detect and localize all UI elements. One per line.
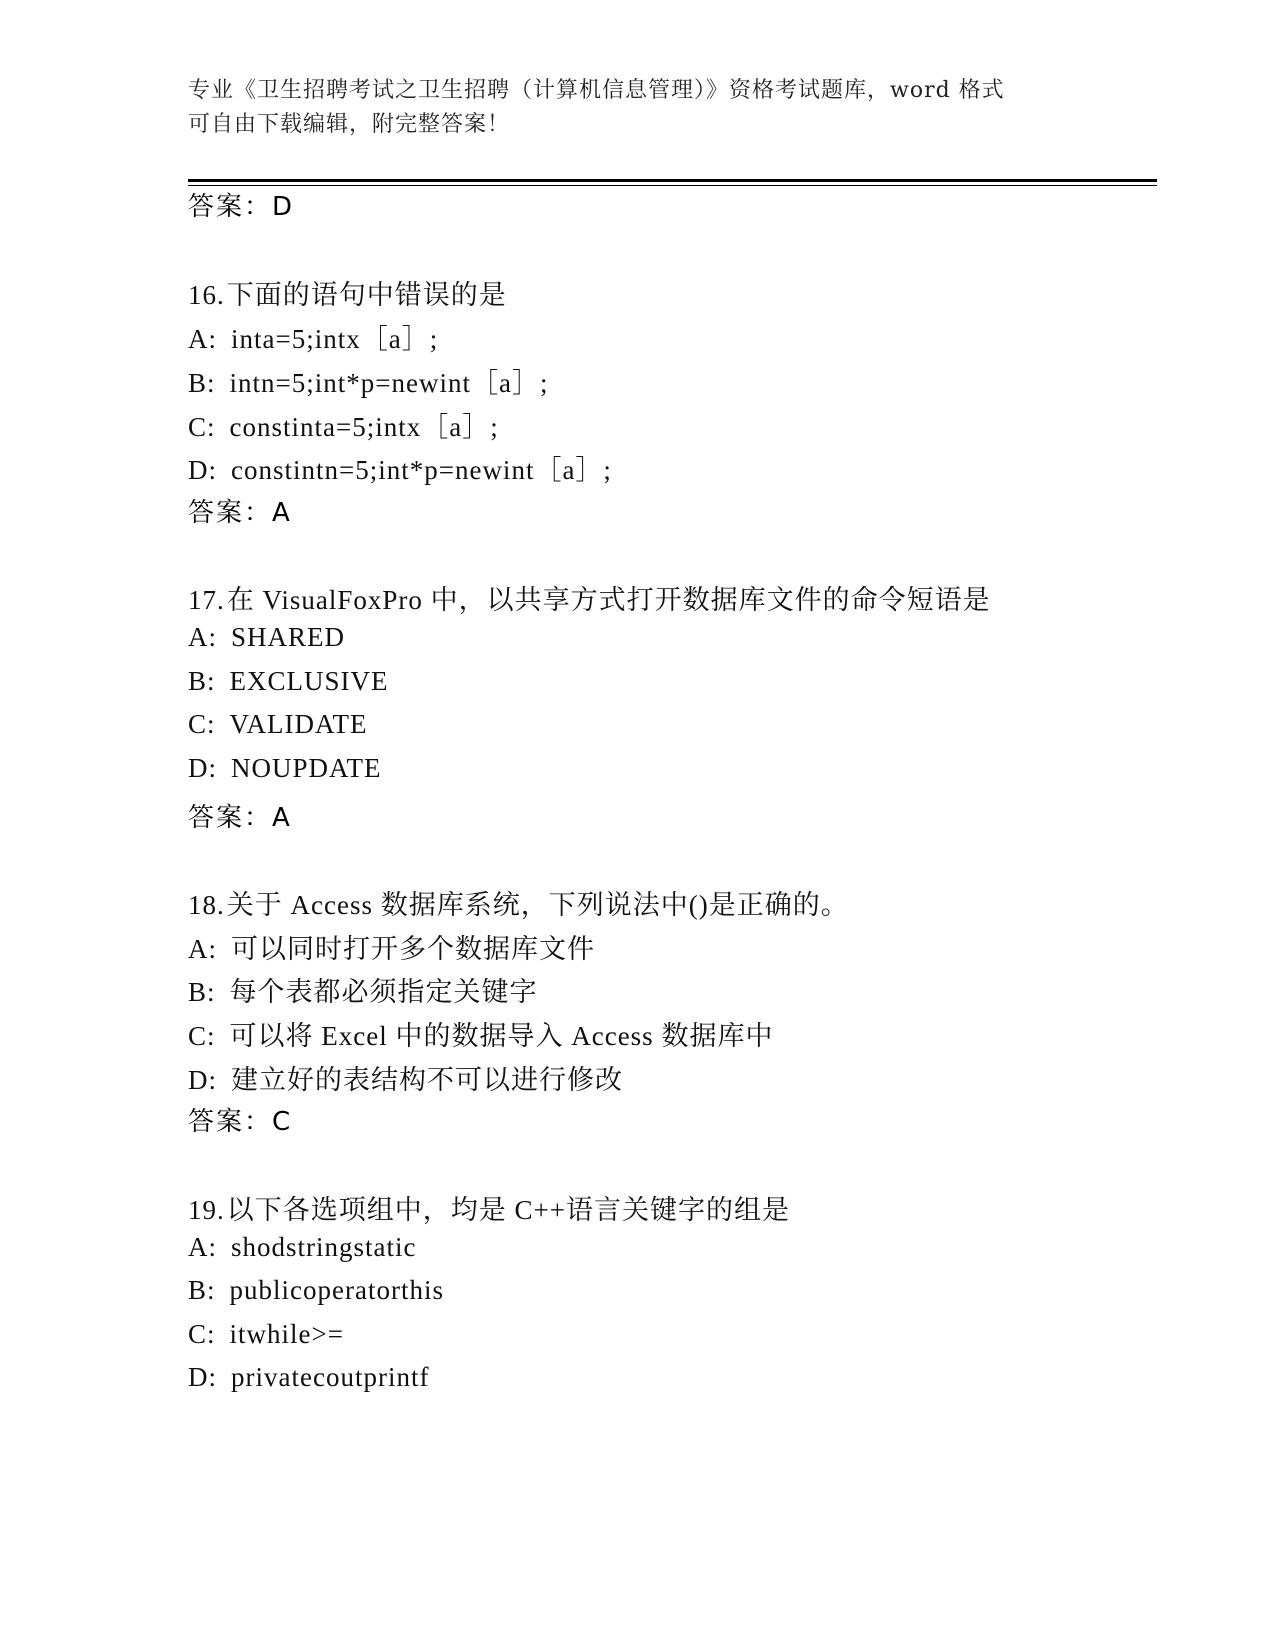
option-text: shodstringstatic	[231, 1232, 417, 1262]
option-text: NOUPDATE	[231, 753, 382, 783]
option-a	[188, 622, 345, 653]
option-letter: B:	[188, 666, 216, 696]
option-text: publicoperatorthis	[229, 1275, 444, 1305]
option-letter: A:	[188, 934, 217, 964]
option-letter: B:	[188, 1275, 216, 1305]
option-c	[188, 1014, 773, 1053]
question-number: 16.	[188, 280, 225, 310]
option-d	[188, 1362, 429, 1393]
question-number: 18.	[188, 890, 225, 920]
option-letter: A:	[188, 622, 217, 652]
option-letter: B:	[188, 368, 216, 398]
option-text: constinta=5;intx［a］;	[229, 412, 499, 442]
option-text: intn=5;int*p=newint［a］;	[229, 368, 549, 398]
option-letter: B:	[188, 977, 216, 1007]
option-letter: A:	[188, 1232, 217, 1262]
option-text: privatecoutprintf	[231, 1362, 430, 1392]
answer-line: 答案：D	[188, 192, 295, 222]
question-19	[188, 1188, 790, 1227]
header-rule-thin	[188, 185, 1157, 186]
question-number: 17.	[188, 585, 225, 615]
answer-line: 答案：A	[188, 498, 292, 528]
option-text: constintn=5;int*p=newint［a］;	[231, 455, 612, 485]
option-c	[188, 1319, 344, 1350]
option-letter: D:	[188, 753, 217, 783]
option-d	[188, 1058, 623, 1097]
option-letter: C:	[188, 412, 216, 442]
header-rule-thick	[188, 179, 1157, 182]
option-c	[188, 405, 499, 444]
header-line-2: 可自由下载编辑，附完整答案！	[188, 112, 511, 137]
option-letter: D:	[188, 1362, 217, 1392]
answer-line: 答案：C	[188, 1107, 293, 1137]
question-number: 19.	[188, 1195, 225, 1225]
option-b	[188, 970, 538, 1009]
option-text: inta=5;intx［a］;	[231, 324, 439, 354]
option-letter: D:	[188, 455, 217, 485]
option-a	[188, 927, 595, 966]
option-b	[188, 666, 389, 697]
option-d	[188, 448, 612, 487]
question-16	[188, 273, 507, 312]
option-d	[188, 753, 382, 784]
option-text: 每个表都必须指定关键字	[229, 977, 538, 1007]
question-17	[188, 578, 991, 617]
question-18	[188, 883, 849, 922]
question-text: 在 VisualFoxPro 中，以共享方式打开数据库文件的命令短语是	[226, 585, 991, 615]
option-a	[188, 317, 438, 356]
option-text: SHARED	[231, 622, 346, 652]
option-text: EXCLUSIVE	[229, 666, 389, 696]
question-text: 下面的语句中错误的是	[226, 280, 507, 310]
option-letter: C:	[188, 1319, 216, 1349]
option-letter: C:	[188, 709, 216, 739]
option-letter: D:	[188, 1065, 217, 1095]
option-letter: A:	[188, 324, 217, 354]
option-letter: C:	[188, 1021, 216, 1051]
option-text: 可以将 Excel 中的数据导入 Access 数据库中	[229, 1021, 774, 1051]
document-header	[188, 74, 1088, 142]
question-text: 以下各选项组中，均是 C++语言关键字的组是	[226, 1195, 790, 1225]
option-b	[188, 1275, 444, 1306]
option-b	[188, 361, 548, 400]
option-text: itwhile>=	[229, 1319, 344, 1349]
header-line-1: 专业《卫生招聘考试之卫生招聘（计算机信息管理）》资格考试题库，word 格式	[188, 78, 1005, 103]
option-a	[188, 1232, 417, 1263]
option-text: 建立好的表结构不可以进行修改	[231, 1065, 623, 1095]
option-text: 可以同时打开多个数据库文件	[231, 934, 595, 964]
answer-line: 答案：A	[188, 803, 292, 833]
option-c	[188, 709, 368, 740]
question-text: 关于 Access 数据库系统，下列说法中()是正确的。	[226, 890, 849, 920]
option-text: VALIDATE	[229, 709, 368, 739]
